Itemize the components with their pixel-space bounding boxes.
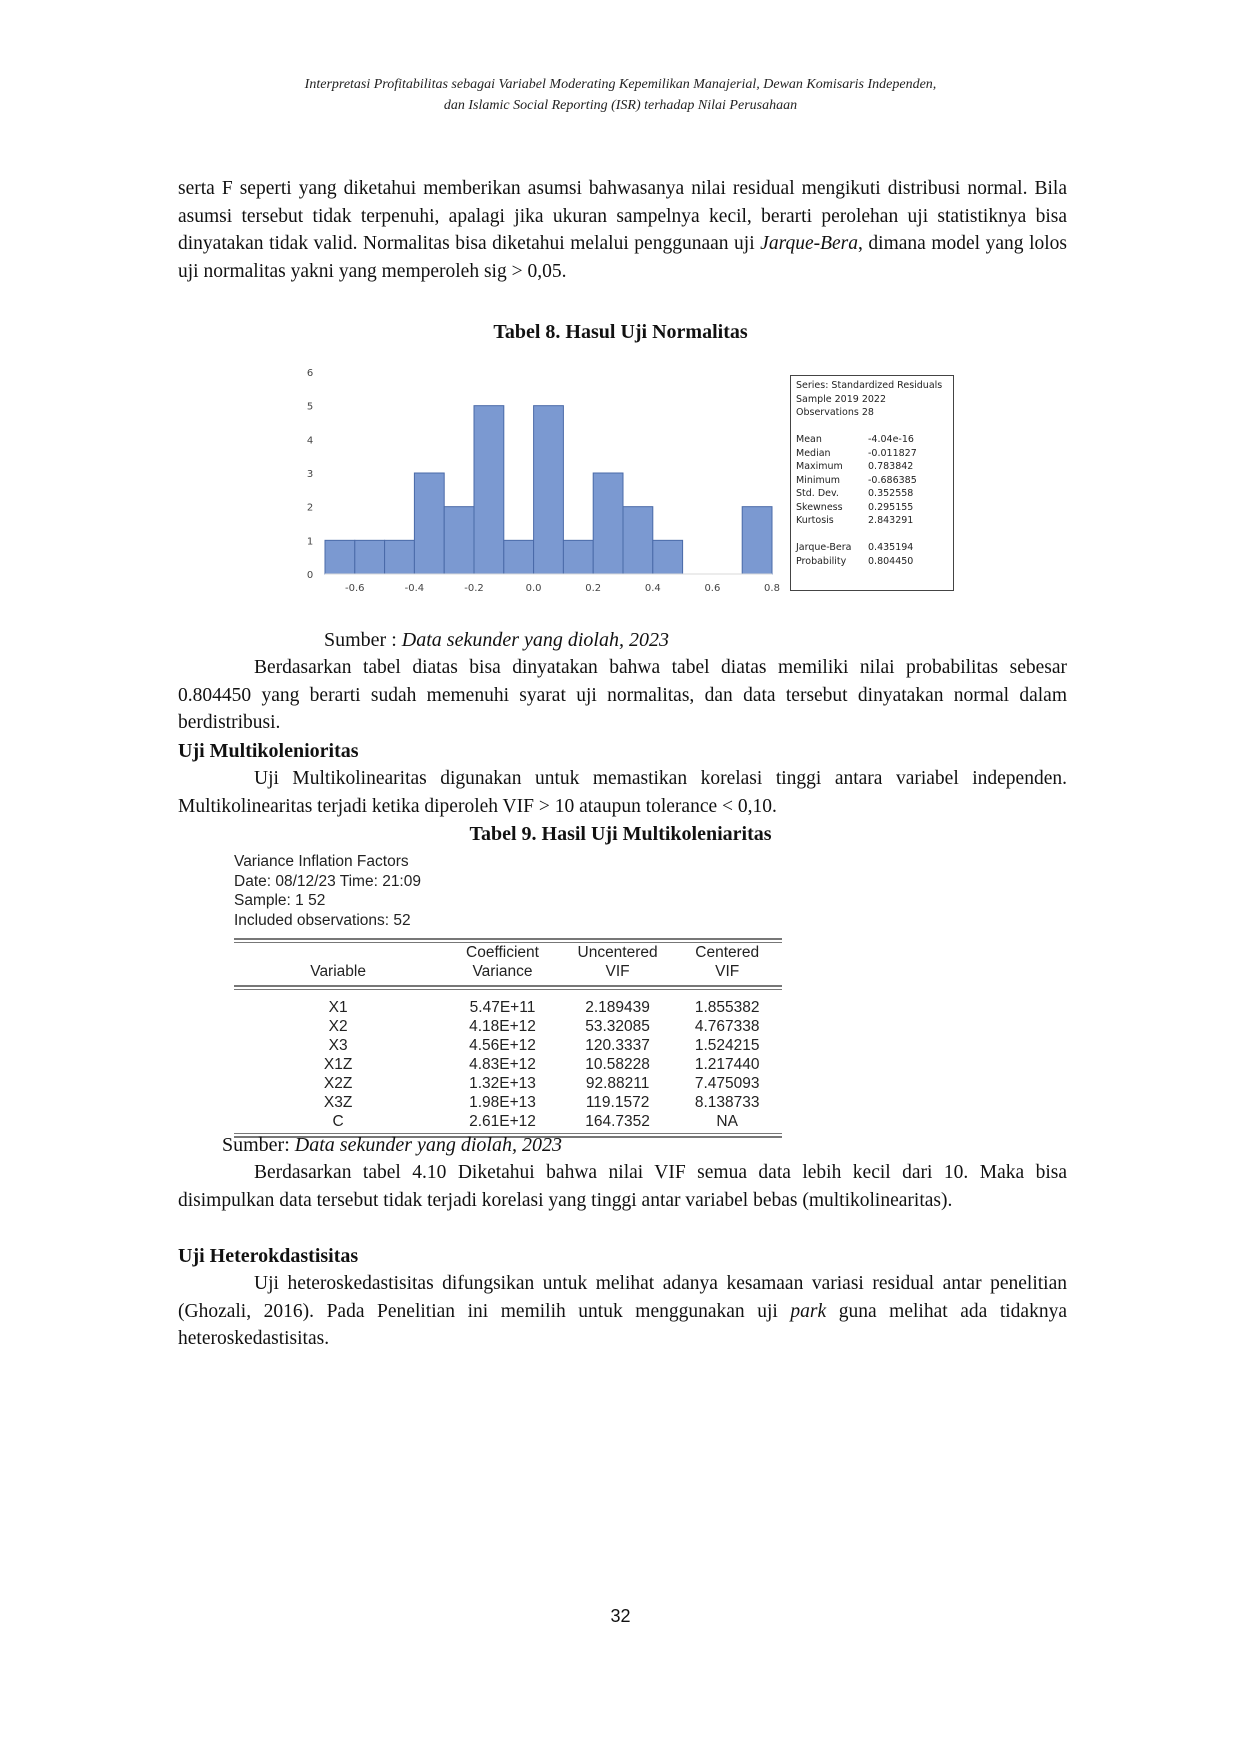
- table-row: C 2.61E+12 164.7352 NA: [332, 1113, 738, 1130]
- histogram-bar: [414, 473, 444, 574]
- x-tick-label: -0.2: [464, 583, 484, 594]
- vif-header-variable: Variable: [310, 963, 366, 980]
- table-row: X2Z 1.32E+13 92.88211 7.475093: [323, 1075, 760, 1092]
- x-tick-label: 0.8: [764, 583, 780, 594]
- vif-table-block: [234, 852, 782, 1138]
- table-row: X3 4.56E+12 120.3337 1.524215: [328, 1037, 760, 1054]
- vif-included: Included observations: 52: [234, 911, 411, 929]
- table8-caption: Tabel 8. Hasul Uji Normalitas: [493, 321, 748, 343]
- x-tick-label: -0.4: [404, 583, 425, 594]
- stats-row: Maximum 0.783842: [796, 461, 914, 472]
- running-header-line-1: Interpretasi Profitabilitas sebagai Variabel Moderating Kepemilikan Manajerial, Dewan Komisaris Independen,: [304, 77, 937, 92]
- stats-jarque-bera: Jarque-Bera 0.435194: [796, 542, 914, 553]
- stats-row: Minimum -0.686385: [796, 474, 917, 486]
- vif-table-body: [234, 998, 782, 1131]
- running-header: [0, 74, 1241, 116]
- y-tick-label: 4: [306, 435, 314, 447]
- heteroskedastisitas-heading: Uji Heterokdastisitas: [178, 1245, 359, 1267]
- vif-rule-mid: [234, 985, 782, 990]
- table-row: X1Z 4.83E+12 10.58228 1.217440: [323, 1056, 760, 1073]
- histogram-bar: [653, 540, 683, 574]
- y-tick-label: 6: [306, 368, 314, 379]
- histogram-bar: [742, 507, 772, 574]
- stats-sample: Sample 2019 2022: [796, 393, 887, 405]
- x-tick-label: -0.6: [345, 583, 365, 594]
- histogram-bar: [385, 540, 415, 574]
- stats-row: Kurtosis 2.843291: [796, 515, 914, 526]
- stats-observations: Observations 28: [796, 407, 874, 418]
- vif-paragraph: Berdasarkan tabel 4.10 Diketahui bahwa nilai VIF semua data lebih kecil dari 10. Maka bisa disimpulkan data tersebut tidak terjadi korelasi yang tinggi antar variabel bebas (multikolinearitas).: [178, 1162, 1067, 1211]
- histogram-bar: [325, 540, 355, 574]
- table8-source: Sumber : Data sekunder yang diolah, 2023: [324, 629, 669, 651]
- vif-header-row: [234, 943, 782, 981]
- intro-text-1: serta F seperti yang diketahui memberikan asumsi bahwasanya nilai residual mengikuti distribusi normal. Bila asumsi tersebut tidak terpenuhi, apalagi jika ukuran sampelnya kecil, berarti perolehan uji statistiknya bisa dinyatakan tidak valid. Normalitas bisa diketahui melalui penggunaan uji: [178, 178, 1067, 254]
- table-row: X2 4.18E+12 53.32085 4.767338: [328, 1018, 760, 1035]
- intro-paragraph: [178, 175, 1067, 285]
- stats-probability: Probability 0.804450: [796, 555, 914, 567]
- intro-text-3: , dimana model yang lolos uji normalitas yakni yang memperoleh sig > 0,05.: [178, 233, 1067, 282]
- vif-date: Date: 08/12/23 Time: 21:09: [234, 872, 421, 890]
- histogram-bar: [534, 406, 564, 574]
- histogram-bar: [504, 540, 534, 574]
- stats-series: Series: Standardized Residuals: [796, 380, 943, 391]
- stats-row: Mean -4.04e-16: [796, 434, 914, 445]
- table-row: X3Z 1.98E+13 119.1572 8.138733: [323, 1094, 760, 1111]
- y-tick-label: 3: [306, 469, 314, 480]
- multikolinearitas-paragraph: Uji Multikolinearitas digunakan untuk memastikan korelasi tinggi antara variabel independen. Multikolinearitas terjadi ketika diperoleh VIF > 10 ataupun tolerance < 0,10.: [178, 768, 1067, 817]
- vif-title: Variance Inflation Factors: [234, 853, 409, 870]
- vif-header-uncentered: Uncentered VIF: [577, 944, 658, 980]
- y-tick-label: 5: [306, 401, 314, 413]
- vif-table: [234, 943, 782, 981]
- histogram-bar: [444, 507, 474, 574]
- x-tick-label: 0.4: [644, 583, 661, 594]
- histogram-bar: [593, 473, 623, 574]
- stats-row: Std. Dev. 0.352558: [796, 488, 914, 499]
- residual-stats-box: [790, 375, 954, 591]
- x-tick-label: 0.0: [525, 583, 542, 594]
- histogram-bar: [355, 540, 385, 574]
- table-row: X1 5.47E+11 2.189439 1.855382: [328, 999, 760, 1016]
- page-number: 32: [610, 1606, 631, 1626]
- histogram-bar: [563, 540, 593, 574]
- y-tick-label: 0: [306, 570, 314, 581]
- y-tick-label: 1: [306, 536, 314, 548]
- vif-sample: Sample: 1 52: [234, 892, 326, 909]
- vif-header-centered: Centered VIF: [695, 944, 760, 980]
- table9-source: Sumber: Data sekunder yang diolah, 2023: [222, 1134, 562, 1156]
- stats-row: Skewness 0.295155: [796, 501, 914, 513]
- stats-row: Median -0.011827: [796, 447, 917, 459]
- normality-histogram: [300, 362, 780, 602]
- normality-paragraph: Berdasarkan tabel diatas bisa dinyatakan bahwa tabel diatas memiliki nilai probabilitas sebesar 0.804450 yang berarti sudah memenuhi syarat uji normalitas, dan data tersebut dinyatakan normal dalam berdistribusi.: [178, 657, 1067, 733]
- y-tick-label: 2: [306, 502, 314, 514]
- running-header-line-2: dan Islamic Social Reporting (ISR) terhadap Nilai Perusahaan: [443, 98, 798, 113]
- histogram-bar: [623, 507, 653, 574]
- heteroskedastisitas-paragraph: Uji heteroskedastisitas difungsikan untuk melihat adanya kesamaan variasi residual antar penelitian (Ghozali, 2016). Pada Penelitian ini memilih untuk menggunakan uji park guna melihat ada tidaknya heteroskedastisitas.: [178, 1273, 1067, 1349]
- table9-caption: Tabel 9. Hasil Uji Multikoleniaritas: [469, 823, 772, 845]
- vif-header-coef-variance: Coefficient Variance: [466, 944, 539, 980]
- histogram-bar: [474, 406, 504, 574]
- multikolinearitas-heading: Uji Multikolenioritas: [178, 740, 359, 762]
- x-tick-label: 0.2: [585, 583, 602, 594]
- x-tick-label: 0.6: [704, 583, 721, 594]
- intro-text-jarque-bera: Jarque-Bera: [760, 233, 858, 254]
